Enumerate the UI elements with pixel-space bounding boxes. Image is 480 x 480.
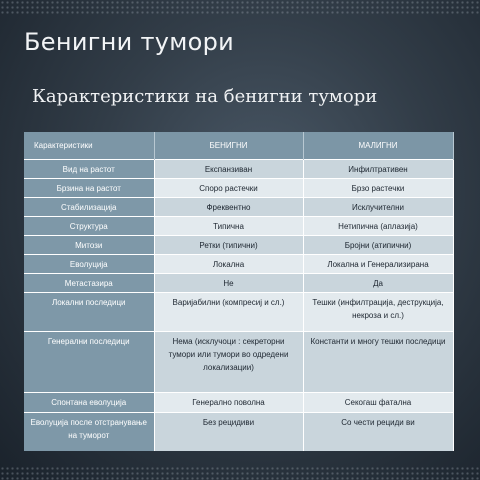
benign-cell: Нема (исклучоци : секреторни тумори или тумори во одредени локализации) — [154, 332, 303, 393]
table-row — [24, 217, 453, 236]
malignant-cell: Да — [303, 274, 453, 293]
table-row — [24, 332, 453, 393]
malignant-cell: Нетипична (аплазија) — [303, 217, 453, 236]
table-row — [24, 293, 453, 332]
table-header-row — [24, 132, 453, 160]
malignant-cell: Константи и многу тешки последици — [303, 332, 453, 393]
table-row — [24, 236, 453, 255]
benign-cell: Експанзиван — [154, 160, 303, 179]
row-label: Митози — [24, 236, 154, 255]
dotted-border-top — [0, 0, 480, 14]
row-label: Вид на растот — [24, 160, 154, 179]
malignant-cell: Локална и Генерализирана — [303, 255, 453, 274]
header-malignant: МАЛИГНИ — [303, 132, 453, 160]
row-label: Структура — [24, 217, 154, 236]
malignant-cell: Инфилтративен — [303, 160, 453, 179]
benign-cell: Варијабилни (компресиј и сл.) — [154, 293, 303, 332]
row-label: Локални последици — [24, 293, 154, 332]
benign-cell: Не — [154, 274, 303, 293]
header-benign: БЕНИГНИ — [154, 132, 303, 160]
row-label: Брзина на растот — [24, 179, 154, 198]
row-label: Метастазира — [24, 274, 154, 293]
malignant-cell: Брзо растечки — [303, 179, 453, 198]
row-label: Еволуција после отстранување на туморот — [24, 413, 154, 451]
malignant-cell: Исклучителни — [303, 198, 453, 217]
malignant-cell: Тешки (инфилтрација, деструкција, некроза и сл.) — [303, 293, 453, 332]
benign-cell: Типична — [154, 217, 303, 236]
benign-cell: Ретки (типични) — [154, 236, 303, 255]
benign-cell: Генерално поволна — [154, 393, 303, 413]
malignant-cell: Со чести рециди ви — [303, 413, 453, 451]
malignant-cell: Секогаш фатална — [303, 393, 453, 413]
benign-cell: Споро растечки — [154, 179, 303, 198]
slide-subtitle: Карактеристики на бенигни тумори — [32, 86, 378, 107]
table-row — [24, 413, 453, 451]
row-label: Еволуција — [24, 255, 154, 274]
table-row — [24, 393, 453, 413]
benign-cell: Фреквентно — [154, 198, 303, 217]
row-label: Спонтана еволуција — [24, 393, 154, 413]
header-characteristics: Карактеристики — [24, 132, 154, 160]
table-row — [24, 198, 453, 217]
table-row — [24, 255, 453, 274]
table-row — [24, 160, 453, 179]
row-label: Генерални последици — [24, 332, 154, 393]
slide-title: Бенигни тумори — [24, 28, 235, 56]
comparison-table — [24, 132, 454, 451]
table-row — [24, 179, 453, 198]
dotted-border-bottom — [0, 466, 480, 480]
malignant-cell: Бројни (атипични) — [303, 236, 453, 255]
row-label: Стабилизација — [24, 198, 154, 217]
table-row — [24, 274, 453, 293]
benign-cell: Локална — [154, 255, 303, 274]
benign-cell: Без рецидиви — [154, 413, 303, 451]
